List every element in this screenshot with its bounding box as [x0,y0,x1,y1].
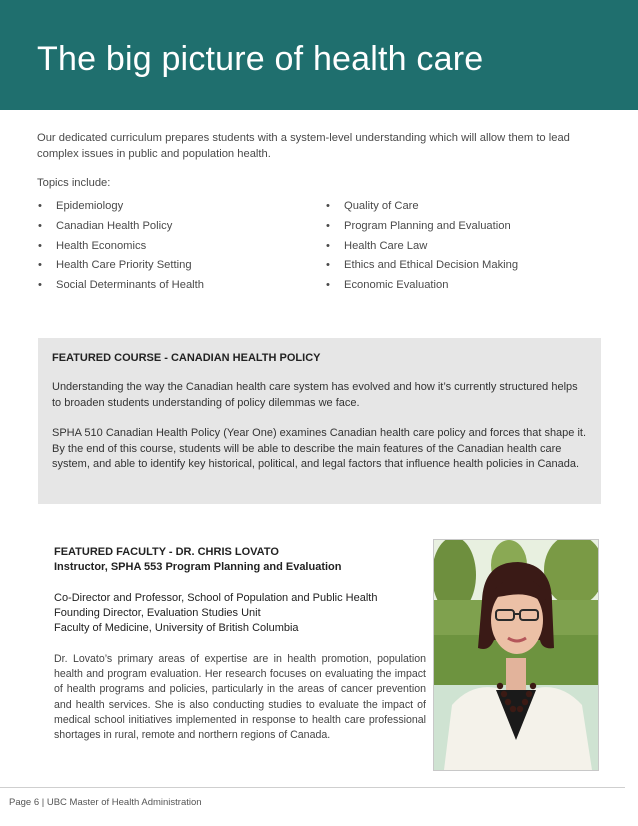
featured-course-paragraph: Understanding the way the Canadian health care system has evolved and how it’s currently structured helps to broaden students understanding of policy dilemmas we face. [52,381,578,409]
faculty-role: Instructor, SPHA 553 Program Planning and Evaluation [54,561,342,573]
list-item: • Canadian Health Policy [38,219,173,232]
list-item: • Health Economics [38,239,147,252]
bullet-icon: • [326,259,330,272]
faculty-bio: Dr. Lovato’s primary areas of expertise are in health promotion, population health and program evaluation. Her research focuses on evaluating the impact of health programs and policies, particularly in the areas of cancer prevention and health services. She is also conducting studies to evaluate the impact of medical school initiatives implemented in response to health care professional shortages in rural, remote and northern regions of Canada. [54,653,426,742]
page-header [0,0,638,110]
topics-list-left [38,200,204,299]
faculty-photo [433,539,599,771]
faculty-titles [54,591,426,636]
bullet-icon: • [326,279,330,292]
list-item: • Social Determinants of Health [38,279,204,292]
faculty-title-line: Faculty of Medicine, University of British Columbia [54,622,299,634]
list-item: • Epidemiology [38,200,124,212]
list-item: • Program Planning and Evaluation [326,219,511,232]
faculty-name: FEATURED FACULTY - DR. CHRIS LOVATO [54,546,279,558]
bullet-icon: • [326,219,330,232]
page-title: The big picture of health care [37,40,484,78]
topics-list-right [326,200,518,299]
bullet-icon: • [38,279,42,292]
list-item: • Health Care Law [326,239,428,252]
bullet-icon: • [38,200,42,212]
portrait-image [434,540,598,770]
featured-faculty-section [54,545,426,743]
faculty-title-line: Co-Director and Professor, School of Population and Public Health [54,592,378,604]
page-footer: Page 6 | UBC Master of Health Administration [9,797,202,808]
bullet-icon: • [326,200,330,212]
faculty-title-line: Founding Director, Evaluation Studies Unit [54,607,261,619]
list-item: • Ethics and Ethical Decision Making [326,259,519,272]
featured-course-title: FEATURED COURSE - CANADIAN HEALTH POLICY [52,352,321,364]
bullet-icon: • [38,259,42,272]
topics-label: Topics include: [37,177,111,189]
bullet-icon: • [38,219,42,232]
bullet-icon: • [38,239,42,252]
list-item: • Economic Evaluation [326,279,449,292]
list-item: • Quality of Care [326,200,419,212]
footer-divider [0,787,625,788]
featured-course-box [38,338,601,504]
intro-paragraph: Our dedicated curriculum prepares students with a system-level understanding which will allow them to lead complex issues in public and population health. [37,132,570,160]
bullet-icon: • [326,239,330,252]
list-item: • Health Care Priority Setting [38,259,192,272]
featured-course-paragraph: SPHA 510 Canadian Health Policy (Year One) examines Canadian health care policy and forces that shape it. By the end of this course, students will be able to describe the main features of the Canadian health care system, and able to identify key historical, political, and legal factors that influence health policies in Canada. [52,427,587,470]
